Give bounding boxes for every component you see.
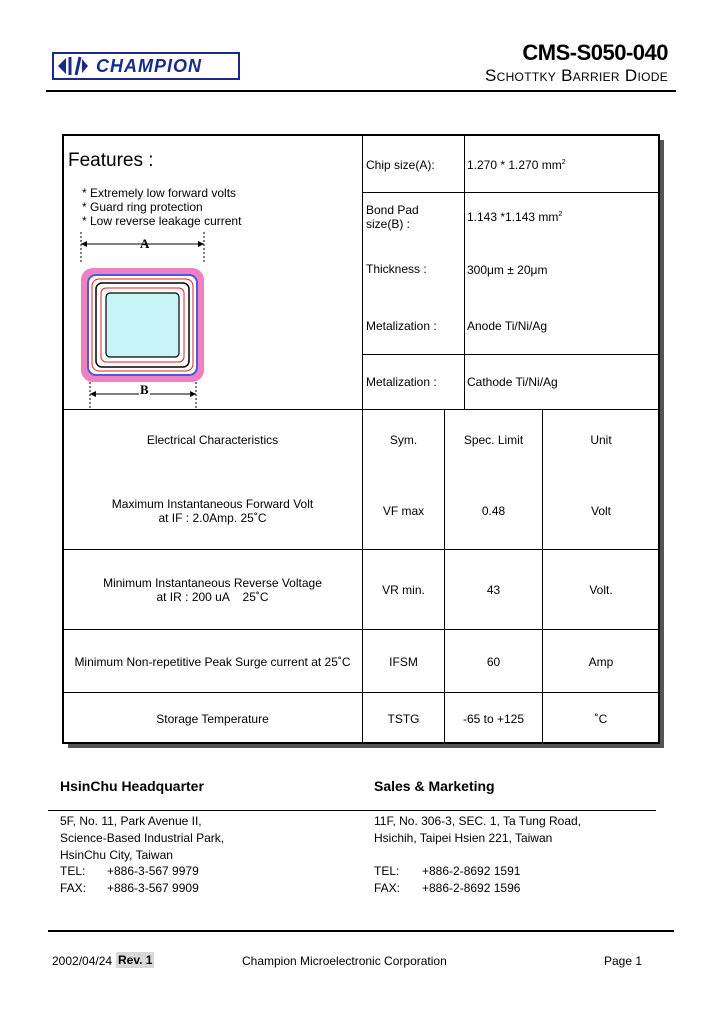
- sales-address-line: 11F, No. 306-3, SEC. 1, Ta Tung Road,: [374, 814, 582, 828]
- table-header-sym: Sym.: [389, 433, 418, 447]
- chip-size-value: 1.270 * 1.270 $mm^2$: [467, 158, 566, 172]
- sales-fax-label: FAX:: [374, 881, 401, 895]
- champion-logo: [52, 52, 240, 80]
- logo-diode-icon: [54, 54, 92, 78]
- bond-pad-label: Bond Pad: [366, 203, 419, 217]
- contacts-rule: [48, 810, 656, 811]
- footer-rule: [48, 930, 674, 932]
- box-shadow-right: [660, 140, 664, 748]
- sales-fax: +886-2-8692 1596: [422, 881, 521, 895]
- header-rule: [46, 90, 676, 92]
- metalization-cathode-value: Cathode Ti/Ni/Ag: [467, 375, 558, 389]
- dimension-b-label: B: [140, 382, 149, 397]
- table-row-limit: 0.48: [481, 504, 506, 518]
- table-row-desc: Minimum Instantaneous Reverse Voltage: [103, 576, 322, 590]
- bond-pad-value: 1.143 *1.143 $mm^2$: [467, 210, 563, 224]
- footer-date: 2002/04/24: [52, 954, 113, 968]
- feature-item: * Extremely low forward volts: [82, 186, 237, 200]
- document-subtitle: Schottky Barrier Diode: [484, 66, 668, 85]
- table-row-unit: Volt: [590, 504, 611, 518]
- table-row-desc-cond: at IR : 200 uA 25˚C: [156, 590, 269, 604]
- part-number: CMS-S050-040: [522, 40, 668, 65]
- hq-address-line: HsinChu City, Taiwan: [60, 848, 173, 862]
- feature-item: * Guard ring protection: [82, 200, 203, 214]
- table-row-sym: TSTG: [387, 712, 420, 726]
- table-row-divider: [63, 549, 659, 550]
- table-row-divider: [63, 629, 659, 630]
- box-shadow-bottom: [68, 744, 664, 748]
- table-row-unit: Amp: [588, 655, 614, 669]
- sales-title: Sales & Marketing: [374, 778, 495, 794]
- table-header-characteristics: Electrical Characteristics: [146, 433, 279, 447]
- thickness-label: Thickness :: [366, 262, 427, 276]
- hq-address-line: 5F, No. 11, Park Avenue II,: [60, 814, 202, 828]
- hq-tel: +886-3-567 9979: [107, 864, 199, 878]
- table-row-desc: Minimum Non-repetitive Peak Surge current at 25˚C: [74, 655, 351, 669]
- dimension-a-label: A: [140, 236, 150, 251]
- bond-pad-label-2: size(B) :: [366, 217, 411, 231]
- metalization-anode-value: Anode Ti/Ni/Ag: [467, 319, 548, 333]
- table-row-sym: VR min.: [382, 583, 425, 597]
- table-row-limit: 43: [486, 583, 501, 597]
- chip-size-label: Chip size(A):: [366, 158, 435, 172]
- metalization-label: Metalization :: [366, 375, 437, 389]
- metalization-label: Metalization :: [366, 319, 437, 333]
- table-row-sym: IFSM: [389, 655, 418, 669]
- footer-revision: Rev. 1: [118, 953, 153, 967]
- features-title: Features :: [68, 150, 154, 171]
- hq-tel-label: TEL:: [60, 864, 86, 878]
- table-row-desc: Maximum Instantaneous Forward Volt: [111, 497, 314, 511]
- table-header-unit: Unit: [590, 433, 612, 447]
- hq-fax-label: FAX:: [60, 881, 87, 895]
- table-header-limit: Spec. Limit: [463, 433, 524, 447]
- footer-company: Champion Microelectronic Corporation: [242, 954, 447, 968]
- spec-row-divider: [363, 354, 659, 355]
- sales-tel: +886-2-8692 1591: [422, 864, 521, 878]
- footer-page-number: Page 1: [604, 954, 643, 968]
- table-row-divider: [63, 692, 659, 693]
- table-row-unit: ˚C: [594, 712, 608, 726]
- hq-title: HsinChu Headquarter: [60, 778, 204, 794]
- spec-row-divider: [363, 192, 659, 193]
- spec-value-divider: [464, 135, 465, 410]
- table-row-sym: VF max: [382, 504, 425, 518]
- hq-fax: +886-3-567 9909: [107, 881, 199, 895]
- logo-text: CHAMPION: [96, 55, 202, 76]
- table-row-limit: 60: [486, 655, 501, 669]
- col-divider-2: [444, 410, 445, 744]
- table-row-limit: -65 to +125: [462, 712, 525, 726]
- feature-item: * Low reverse leakage current: [82, 214, 242, 228]
- table-row-desc-cond: at IF : 2.0Amp. 25˚C: [158, 511, 267, 525]
- sales-address-line: Hsichih, Taipei Hsien 221, Taiwan: [374, 831, 553, 845]
- sales-tel-label: TEL:: [374, 864, 400, 878]
- hq-address-line: Science-Based Industrial Park,: [60, 831, 225, 845]
- table-row-unit: Volt.: [589, 583, 613, 597]
- table-row-desc: Storage Temperature: [156, 712, 269, 726]
- thickness-value: 300μm ± 20μm: [467, 263, 548, 277]
- col-divider-3: [542, 410, 543, 744]
